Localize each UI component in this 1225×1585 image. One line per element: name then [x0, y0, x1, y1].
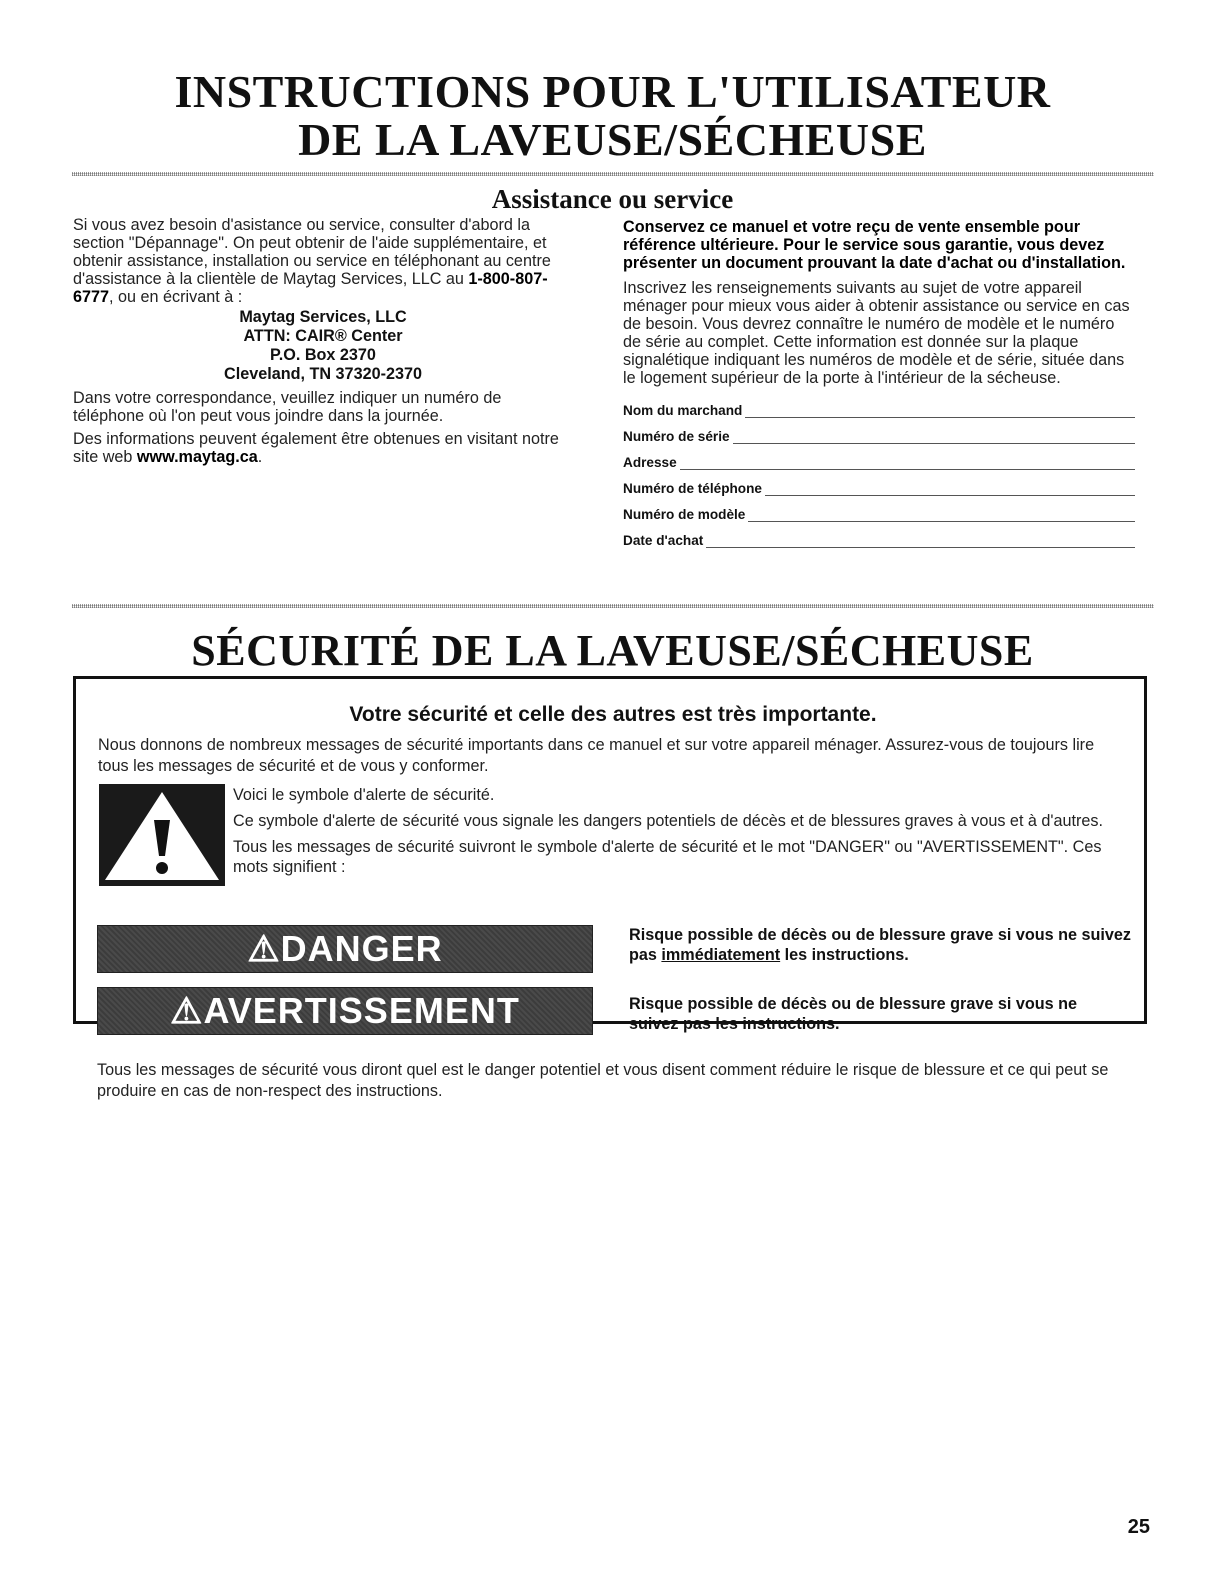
- form-field-purchase-date[interactable]: [623, 530, 1135, 548]
- symbol-line-3: Tous les messages de sécurité suivront le symbole d'alerte de sécurité et le mot "DANGER" ou "AVERTISSEMENT". Ces mots signifient :: [233, 838, 1102, 876]
- safety-title: SÉCURITÉ DE LA LAVEUSE/SÉCHEUSE: [191, 626, 1034, 675]
- symbol-line-2: Ce symbole d'alerte de sécurité vous signale les dangers potentiels de décès et de blessures graves à vous et à d'autres.: [233, 812, 1104, 830]
- address-line: ATTN: CAIR® Center: [243, 327, 403, 345]
- form-label: Date d'achat: [623, 533, 704, 548]
- phone-number: 1-800-807-6777: [73, 270, 548, 306]
- form-blank-line: [748, 509, 1135, 522]
- assistance-heading: Assistance ou service: [491, 184, 734, 214]
- alert-triangle-icon: ⚠: [170, 990, 204, 1031]
- warning-description: Risque possible de décès ou de blessure grave si vous ne suivez pas les instructions.: [629, 995, 1078, 1033]
- assistance-p1-tail: , ou en écrivant à :: [109, 288, 243, 306]
- safety-symbol-text: [233, 785, 1113, 877]
- website-link[interactable]: www.maytag.ca: [136, 448, 258, 466]
- form-blank-line: [733, 431, 1135, 444]
- assistance-paragraph-1: [73, 216, 573, 306]
- assistance-paragraph-2: Dans votre correspondance, veuillez indiquer un numéro de téléphone où l'on peut vous joindre dans la journée.: [73, 389, 502, 425]
- divider-top: [72, 172, 1154, 176]
- address-line: Maytag Services, LLC: [239, 308, 407, 326]
- assistance-right-column: [623, 218, 1135, 548]
- danger-description: Risque possible de décès ou de blessure grave si vous ne suivez pas immédiatement les instructions.: [629, 926, 1132, 964]
- alert-triangle-icon: ⚠: [247, 928, 281, 969]
- form-label: Numéro de téléphone: [623, 481, 762, 496]
- assistance-p3-tail: .: [257, 448, 263, 466]
- assistance-paragraph-3: [73, 430, 573, 466]
- form-blank-line: [765, 483, 1135, 496]
- form-label: Nom du marchand: [623, 403, 743, 418]
- form-field-serial[interactable]: [623, 426, 1135, 444]
- mailing-address: [73, 308, 573, 384]
- address-line: P.O. Box 2370: [270, 346, 376, 364]
- warning-triangle-icon: [99, 784, 225, 886]
- address-line: Cleveland, TN 37320-2370: [224, 365, 422, 383]
- safety-box: [73, 676, 1147, 1033]
- safety-box-heading: Votre sécurité et celle des autres est très importante.: [349, 703, 877, 726]
- symbol-line-1: Voici le symbole d'alerte de sécurité.: [233, 786, 495, 804]
- record-form: [623, 400, 1135, 548]
- record-info-paragraph: Inscrivez les renseignements suivants au sujet de votre appareil ménager pour mieux vous aider à obtenir assistance ou service en cas de besoin. Vous devrez connaître le numéro de modèle et le numéro de série au complet. Cette information est donnée sur la plaque signalétique indiquant les numéros de modèle et de série, située dans le logement supérieur de la porte à l'intérieur de la sécheuse.: [623, 279, 1130, 387]
- assistance-p1-text: Si vous avez besoin d'asistance ou service, consulter d'abord la section "Dépannage". On peut obtenir de l'aide supplémentaire, et obtenir assistance, installation ou service en téléphonant au centre d'assistance à la clientèle de Maytag Services, LLC au: [73, 216, 551, 288]
- safety-intro: Nous donnons de nombreux messages de sécurité importants dans ce manuel et sur votre appareil ménager. Assurez-vous de toujours lire tous les messages de sécurité et de vous y conformer.: [98, 736, 1095, 775]
- form-label: Adresse: [623, 455, 677, 470]
- page-number: 25: [1127, 1516, 1150, 1538]
- keep-manual-notice: Conservez ce manuel et votre reçu de vente ensemble pour référence ultérieure. Pour le service sous garantie, vous devez présenter un document prouvant la date d'achat ou d'installation.: [623, 218, 1126, 272]
- danger-signal-word: [97, 925, 593, 973]
- assistance-left-column: [73, 216, 573, 466]
- warning-signal-word: [97, 987, 593, 1035]
- assistance-p3-text: Des informations peuvent également être obtenues en visitant notre site web: [73, 430, 559, 466]
- form-blank-line: [680, 457, 1135, 470]
- form-field-phone[interactable]: [623, 478, 1135, 496]
- form-field-dealer[interactable]: [623, 400, 1135, 418]
- form-field-model[interactable]: [623, 504, 1135, 522]
- divider-middle: [72, 604, 1154, 608]
- form-label: Numéro de série: [623, 429, 730, 444]
- form-blank-line: [706, 535, 1135, 548]
- form-blank-line: [745, 405, 1135, 418]
- main-title-line2: DE LA LAVEUSE/SÉCHEUSE: [298, 114, 927, 165]
- safety-footer-text: Tous les messages de sécurité vous diront quel est le danger potentiel et vous disent comment réduire le risque de blessure et ce qui peut se produire en cas de non-respect des instructions.: [97, 1061, 1109, 1100]
- danger-label: DANGER: [280, 928, 443, 969]
- form-field-address[interactable]: [623, 452, 1135, 470]
- form-label: Numéro de modèle: [623, 507, 746, 522]
- warning-label: AVERTISSEMENT: [203, 990, 520, 1031]
- safety-alert-symbol-icon: [99, 784, 225, 886]
- main-title-line1: INSTRUCTIONS POUR L'UTILISATEUR: [174, 66, 1051, 117]
